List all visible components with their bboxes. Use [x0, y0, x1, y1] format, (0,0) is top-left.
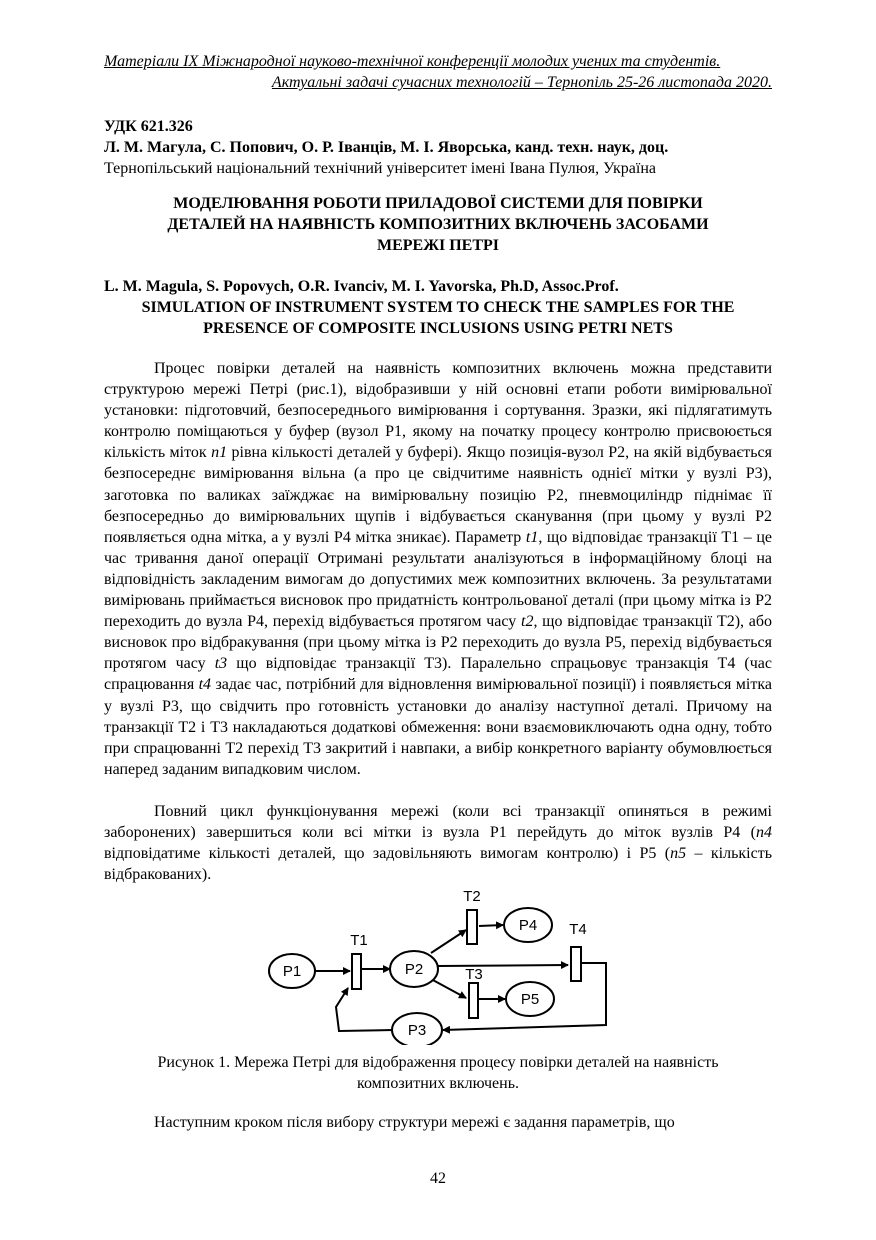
- running-header-line2: Актуальні задачі сучасних технологій – Тернопіль 25-26 листопада 2020.: [271, 74, 772, 91]
- arc-p2-t4: [438, 965, 568, 966]
- figure-caption-line1: Рисунок 1. Мережа Петрі для відображення процесу повірки деталей на наявність: [157, 1054, 719, 1071]
- body-paragraph-1: Процес повірки деталей на наявність композитних включень можна представити структурою мережі Петрі (рис.1), відобразивши у ній основні етапи роботи вимірювальної установки: підготовчий, безпосереднього вимірювання і сортування. Зразки, які підлягатимуть контролю поміщаються у буфер (вузол Р1, якому на початку процесу контролю присвоюється кількість міток n1 рівна кількості деталей у буфері). Якщо позиція-вузол Р2, на якій відбувається безпосереднє вимірювання вільна (а про це свідчитиме наявність однієї мітки у вузлі Р3), заготовка по валиках заїжджає на вимірювальну позицію Р2, пневмоциліндр піднімає її безпосередньо до вимірювальних щупів і відбувається сканування (при цьому у вузлі Р2 появляється одна мітка, а у вузлі Р4 мітка зникає). Параметр t1, що відповідає транзакції Т1 – це час тривання даної операції Отримані результати аналізуються в інформаційному блоці на відповідність закладеним вимогам до допустимих меж композитних включень. За результатами вимірювань приймається висновок про придатність контрольованої деталі (при цьому мітка із Р2 переходить до вузла Р4, перехід відбувається протягом часу t2, що відповідає транзакції Т2), або висновок про відбракування (при цьому мітка із Р2 переходить до вузла Р5, перехід відбувається протягом часу t3 що відповідає транзакції Т3). Паралельно спрацьовує транзакція Т4 (час спрацювання t4 задає час, потрібний для відновлення вимірювальної позиції) і появляється мітка у вузлі Р3, що свідчить про готовність установки до аналізу наступної деталі. Причому на транзакції Т2 і Т3 накладаються додаткові обмеження: вони взаємовиключають одна одну, тобто при спрацюванні Т2 перехід Т3 закритий і навпаки, а вибір конкретного варіанту обумовлюється наперед заданим випадковим числом.: [104, 360, 773, 778]
- place-p4-label: P4: [518, 916, 538, 934]
- transition-t1-label: T1: [350, 931, 368, 949]
- transition-t3: [469, 983, 478, 1018]
- title-ua-line2: ДЕТАЛЕЙ НА НАЯВНІСТЬ КОМПОЗИТНИХ ВКЛЮЧЕНЬ ЗАСОБАМИ: [167, 216, 709, 233]
- arc-p3-t1: [336, 988, 393, 1031]
- petri-net-figure: [250, 885, 630, 1045]
- title-ua-line3: МЕРЕЖІ ПЕТРІ: [376, 237, 500, 254]
- transition-t4-label: T4: [569, 920, 587, 938]
- place-p3-label: P3: [407, 1021, 427, 1039]
- udk-code: УДК 621.326: [104, 118, 193, 135]
- page-number: 42: [430, 1170, 446, 1187]
- place-p5-label: P5: [520, 990, 540, 1008]
- figure-caption: [104, 1052, 772, 1094]
- affiliation: Тернопільський національний технічний університет імені Івана Пулюя, Україна: [104, 160, 656, 177]
- running-header-line1: Матеріали IX Міжнародної науково-технічної конференції молодих учених та студентів.: [104, 53, 721, 70]
- arc-p2-t3: [431, 979, 466, 998]
- body-paragraph-2: Повний цикл функціонування мережі (коли всі транзакції опиняться в режимі заборонених) завершиться коли всі мітки із вузла Р1 перейдуть до міток вузлів Р4 (n4 відповідатиме кількості деталей, що задовільняють вимогам контролю) і Р5 (n5 – кількість відбракованих).: [104, 803, 772, 884]
- authors-en: L. M. Magula, S. Popovych, O.R. Ivanciv, M. I. Yavorska, Ph.D, Assoc.Prof.: [104, 278, 619, 295]
- title-en-line1: SIMULATION OF INSTRUMENT SYSTEM TO CHECK THE SAMPLES FOR THE: [141, 299, 735, 316]
- transition-t2-label: T2: [463, 887, 481, 905]
- transition-t4: [571, 947, 581, 981]
- place-p1-label: P1: [282, 962, 302, 980]
- title-en-line2: PRESENCE OF COMPOSITE INCLUSIONS USING PETRI NETS: [203, 320, 673, 337]
- title-ua-line1: МОДЕЛЮВАННЯ РОБОТИ ПРИЛАДОВОЇ СИСТЕМИ ДЛЯ ПОВІРКИ: [173, 195, 703, 212]
- transition-t2: [467, 910, 477, 944]
- transition-t1: [352, 954, 361, 989]
- place-p2-label: P2: [404, 960, 424, 978]
- transition-t3-label: T3: [465, 965, 483, 983]
- figure-caption-line2: композитних включень.: [356, 1075, 519, 1092]
- body-paragraph-3: Наступним кроком після вибору структури мережі є задання параметрів, що: [154, 1114, 675, 1131]
- arc-t2-p4: [479, 925, 503, 926]
- arc-p2-t2: [431, 930, 466, 953]
- authors-ua: Л. М. Магула, С. Попович, О. Р. Іванців, М. І. Яворська, канд. техн. наук, доц.: [104, 139, 669, 156]
